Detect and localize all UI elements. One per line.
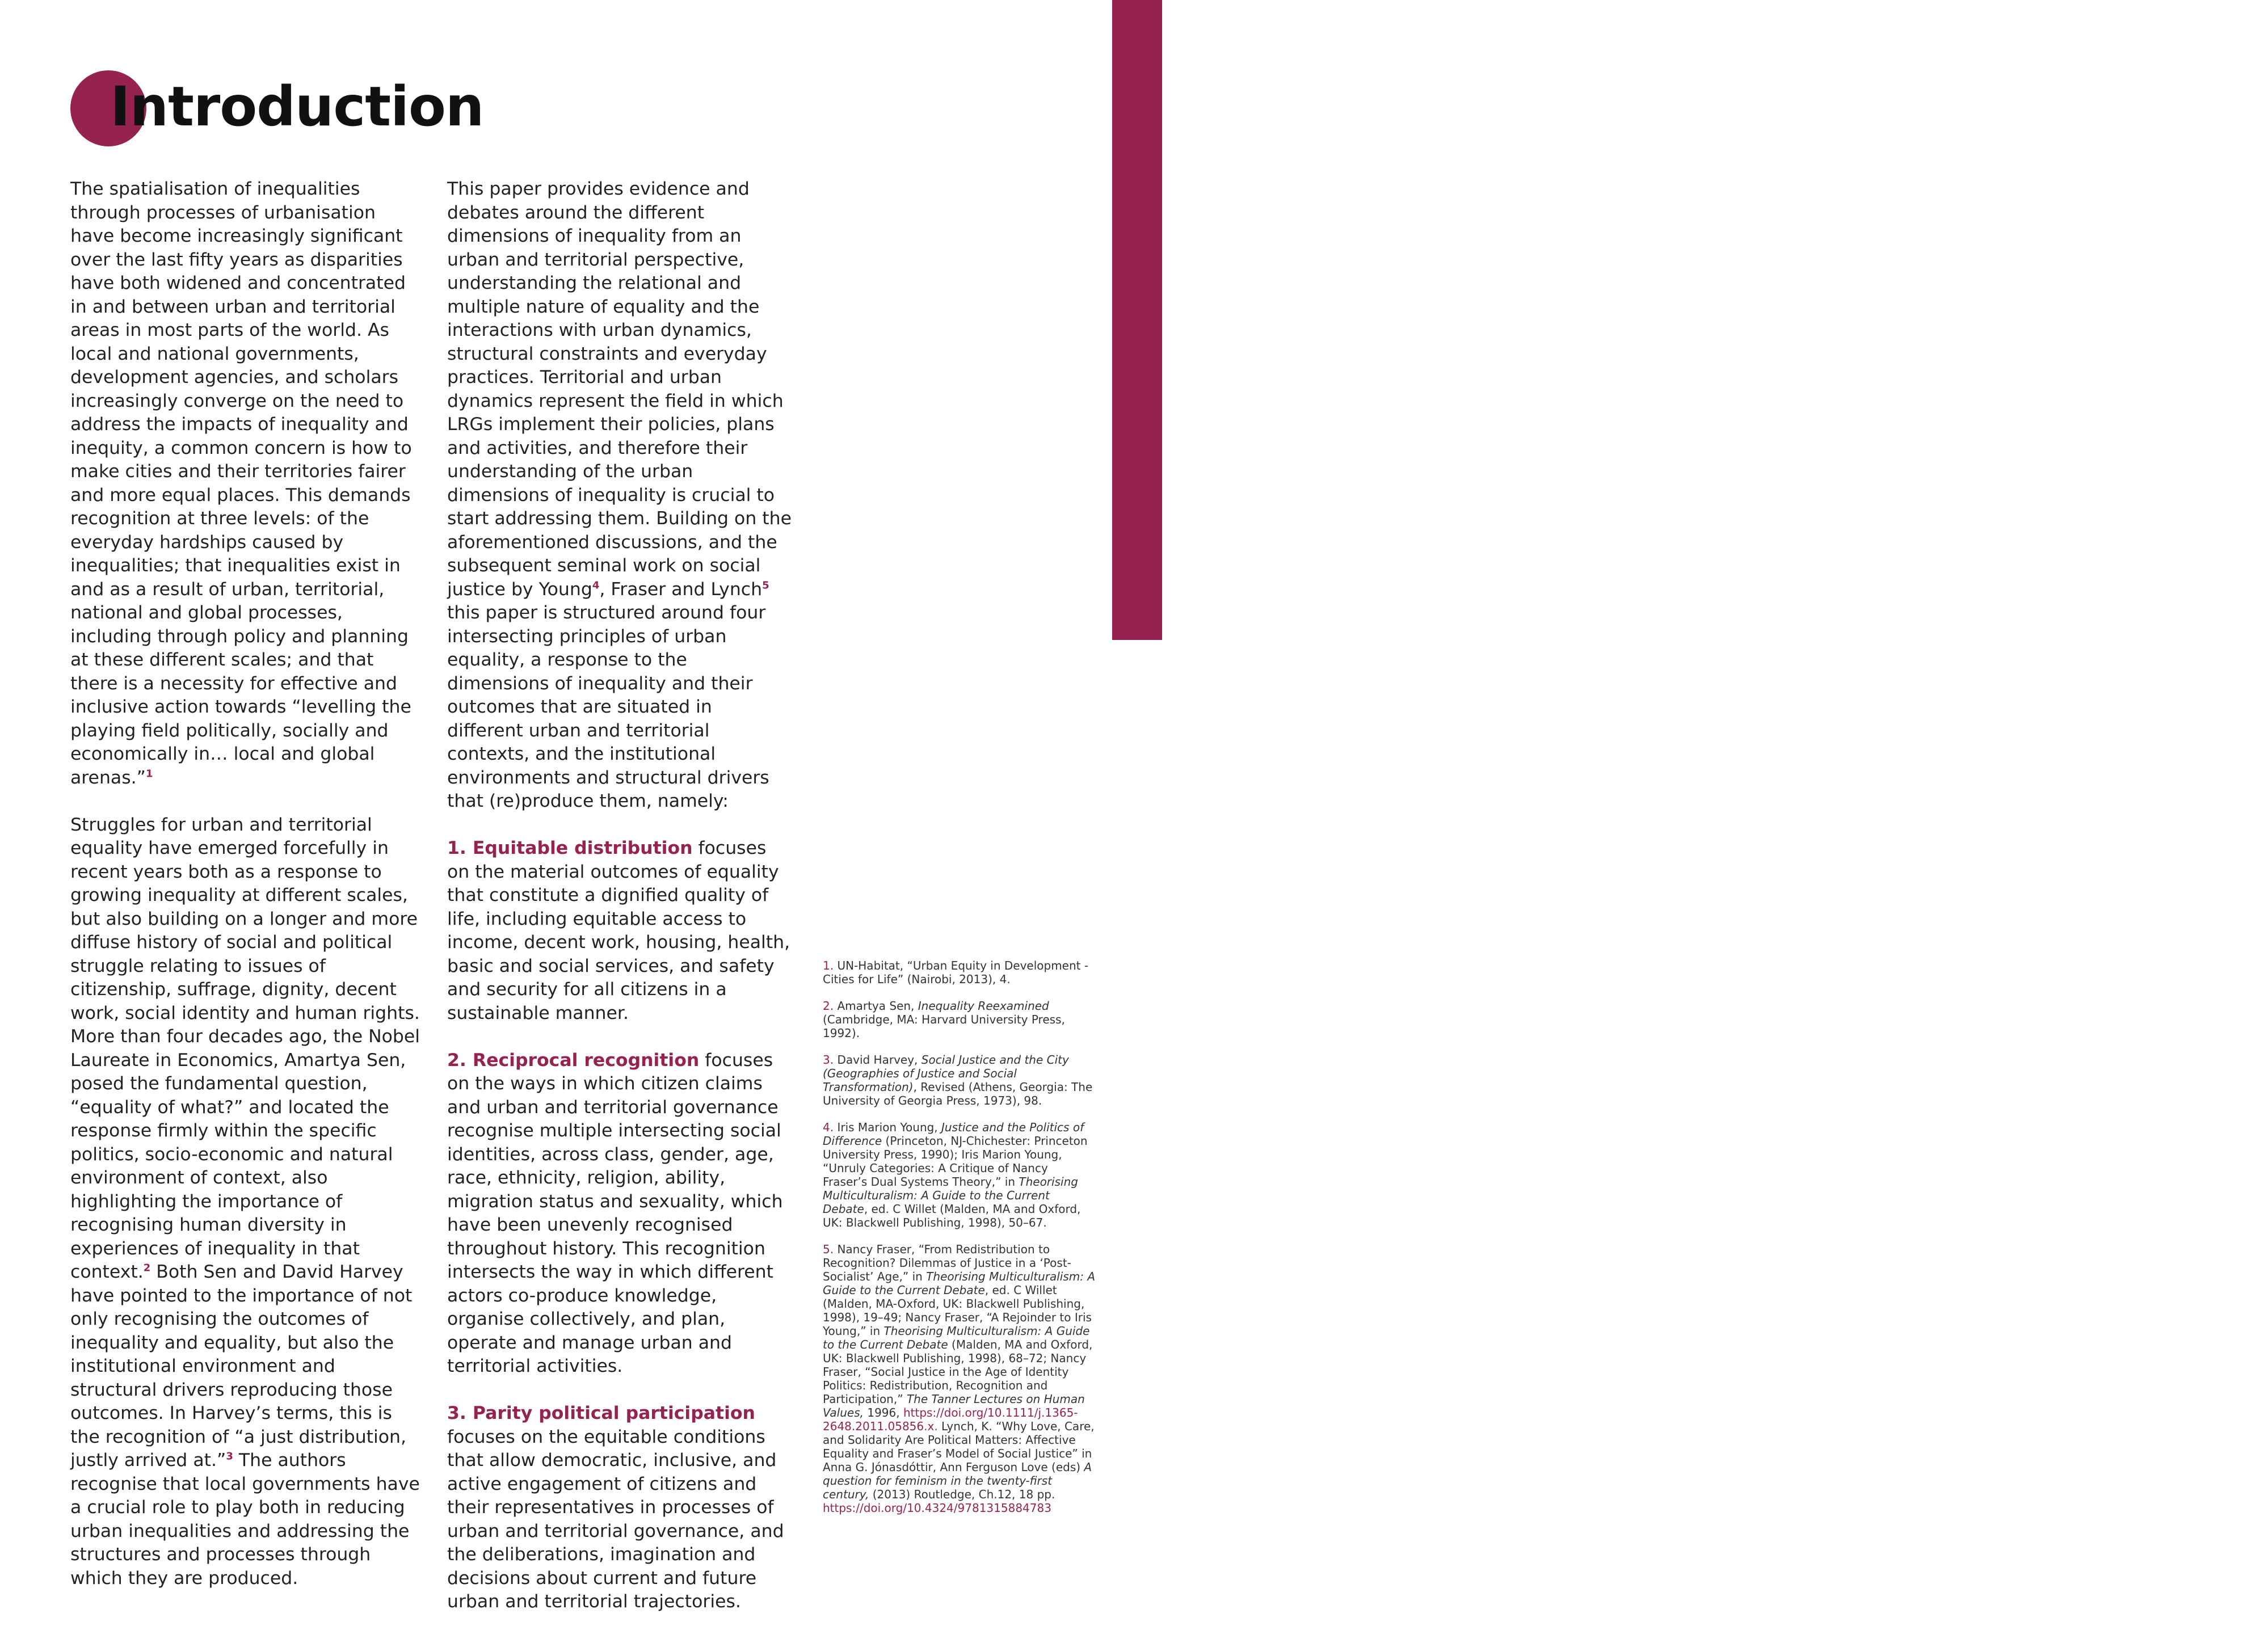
principle-title: 3. Parity political participation: [447, 1403, 755, 1423]
footnotes: [823, 959, 1095, 1528]
principle-equitable-distribution: 1. Equitable distribution focuses on the material outcomes of equality that constitute a dignified quality of life, including equitable access to income, decent work, housing, health, basic and social services, and safety and security for all citizens in a sustainable manner.: [447, 838, 790, 1023]
series-title: GOLD VI Working Paper #01: [2248, 335, 2268, 591]
page-title: Introduction: [110, 75, 484, 138]
paragraph: This paper provides evidence and debates around the different dimensions of inequality from an urban and territorial perspective, understanding the relational and multiple nature of equality and the interactions with urban dynamics, structural constraints and everyday practices. Territorial and urban dynamics represent the field in which LRGs implement their policies, plans and activities, and therefore their understanding of the urban dimensions of inequality is crucial to start addressing them. Building on the aforementioned discussions, and the subsequent seminal work on social justice by Young$^4$, Fraser and Lynch$^5$ this paper is structured around four intersecting principles of urban equality, a response to the dimensions of inequality and their outcomes that are situated in different urban and territorial contexts, and the institutional environments and structural drivers that (re)produce them, namely:: [447, 179, 792, 811]
body-column-left: [70, 178, 422, 1614]
body-column-right: [447, 178, 793, 1637]
doi-link[interactable]: https://doi.org/10.1111/j.1365-2648.2011.05856.x.: [823, 1406, 1078, 1433]
footnote-1: 1. UN-Habitat, “Urban Equity in Development - Cities for Life” (Nairobi, 2013), 4.: [823, 959, 1089, 986]
footnote-3: 3. David Harvey, Social Justice and the City (Geographies of Justice and Social Transformation), Revised (Athens, Georgia: The University of Georgia Press, 1973), 98.: [823, 1053, 1093, 1107]
footnote-ref[interactable]: 1: [145, 768, 153, 780]
footnote-ref[interactable]: 3: [226, 1450, 233, 1463]
footnote-ref[interactable]: 5: [762, 579, 769, 591]
footnote-2: 2. Amartya Sen, Inequality Reexamined (Cambridge, MA: Harvard University Press, 1992).: [823, 999, 1065, 1040]
paragraph: Struggles for urban and territorial equality have emerged forcefully in recent years both as a response to growing inequality at different scales, but also building on a longer and more diffuse history of social and political struggle relating to issues of citizenship, suffrage, dignity, decent work, social identity and human rights. More than four decades ago, the Nobel Laureate in Economics, Amartya Sen, posed the fundamental question, “equality of what?” and located the response firmly within the specific politics, socio-economic and natural environment of context, also highlighting the importance of recognising human diversity in experiences of inequality in that context.$^2$ Both Sen and David Harvey have pointed to the importance of not only recognising the outcomes of inequality and equality, but also the institutional environment and structural drivers reproducing those outcomes. In Harvey’s terms, this is the recognition of “a just distribution, justly arrived at.”$^3$ The authors recognise that local governments have a crucial role to play both in reducing urban inequalities and addressing the structures and processes through which they are produced.: [70, 814, 420, 1589]
paragraph: The spatialisation of inequalities through processes of urbanisation have become increasingly significant over the last fifty years as disparities have both widened and concentrated in and between urban and territorial areas in most parts of the world. As local and national governments, development agencies, and scholars increasingly converge on the need to address the impacts of inequality and inequity, a common concern is how to make cities and their territories fairer and more equal places. This demands recognition at three levels: of the everyday hardships caused by inequalities; that inequalities exist in and as a result of urban, territorial, national and global processes, including through policy and planning at these different scales; and that there is a necessity for effective and inclusive action towards “levelling the playing field politically, socially and economically in… local and global arenas.”$^1$: [70, 179, 412, 788]
footnote-4: 4. Iris Marion Young, Justice and the Politics of Difference (Princeton, NJ-Chichester: Princeton University Press, 1990); Iris Marion Young, “Unruly Categories: A Critique of Nancy Fraser’s Dual Systems Theory,” in Theorising Multiculturalism: A Guide to the Current Debate, ed. C Willet (Malden, MA and Oxford, UK: Blackwell Publishing, 1998), 50–67.: [823, 1120, 1088, 1229]
principle-title: 1. Equitable distribution: [447, 838, 693, 858]
side-tab: [1112, 0, 2268, 640]
principle-reciprocal-recognition: 2. Reciprocal recognition focuses on the ways in which citizen claims and urban and territorial governance recognise multiple intersecting social identities, across class, gender, age, race, ethnicity, religion, ability, migration status and sexuality, which have been unevenly recognised throughout history. This recognition intersects the way in which different actors co-produce knowledge, organise collectively, and plan, operate and manage urban and territorial activities.: [447, 1050, 783, 1376]
footnote-ref[interactable]: 4: [592, 579, 600, 591]
principle-title: 2. Reciprocal recognition: [447, 1050, 700, 1071]
footnote-ref[interactable]: 2: [143, 1262, 151, 1274]
separator: |: [2248, 316, 2268, 323]
heading: [70, 67, 484, 152]
footnote-5: 5. Nancy Fraser, “From Redistribution to Recognition? Dilemmas of Justice in a ‘Post- Socialist’ Age,” in Theorising Multiculturalism: A Guide to the Current Debate, ed. C Willet (Malden, MA-Oxford, UK: Blackwell Publishing, 1998), 19–49; Nancy Fraser, “A Rejoinder to Iris Young,” in Theorising Multiculturalism: A Guide to the Current Debate (Malden, MA and Oxford, UK: Blackwell Publishing, 1998), 68–72; Nancy Fraser, “Social Justice in the Age of Identity Politics: Redistribution, Recognition and Participation,” The Tanner Lectures on Human Values, 1996, https://doi.org/10.1111/j.1365-2648.2011.05856.x. Lynch, K. “Why Love, Care, and Solidarity Are Political Matters: Affective Equality and Fraser’s Model of Social Justice” in Anna G. Jónasdóttir, Ann Ferguson Love (eds) A question for feminism in the twenty-first century, (2013) Routledge, Ch.12, 18 pp. https://doi.org/10.4324/9781315884783: [823, 1242, 1096, 1515]
separator: |: [2248, 113, 2268, 120]
running-header: [2249, 78, 2267, 591]
doi-link[interactable]: https://doi.org/10.4324/9781315884783: [823, 1501, 1051, 1515]
page-number: 03: [2248, 77, 2268, 101]
authors: Yap, Cociña & Levy: [2248, 132, 2268, 304]
principle-parity-participation: 3. Parity political participation focuses on the equitable conditions that allow democratic, inclusive, and active engagement of citizens and their representatives in processes of urban and territorial governance, and the deliberations, imagination and decisions about current and future urban and territorial trajectories.: [447, 1403, 784, 1612]
